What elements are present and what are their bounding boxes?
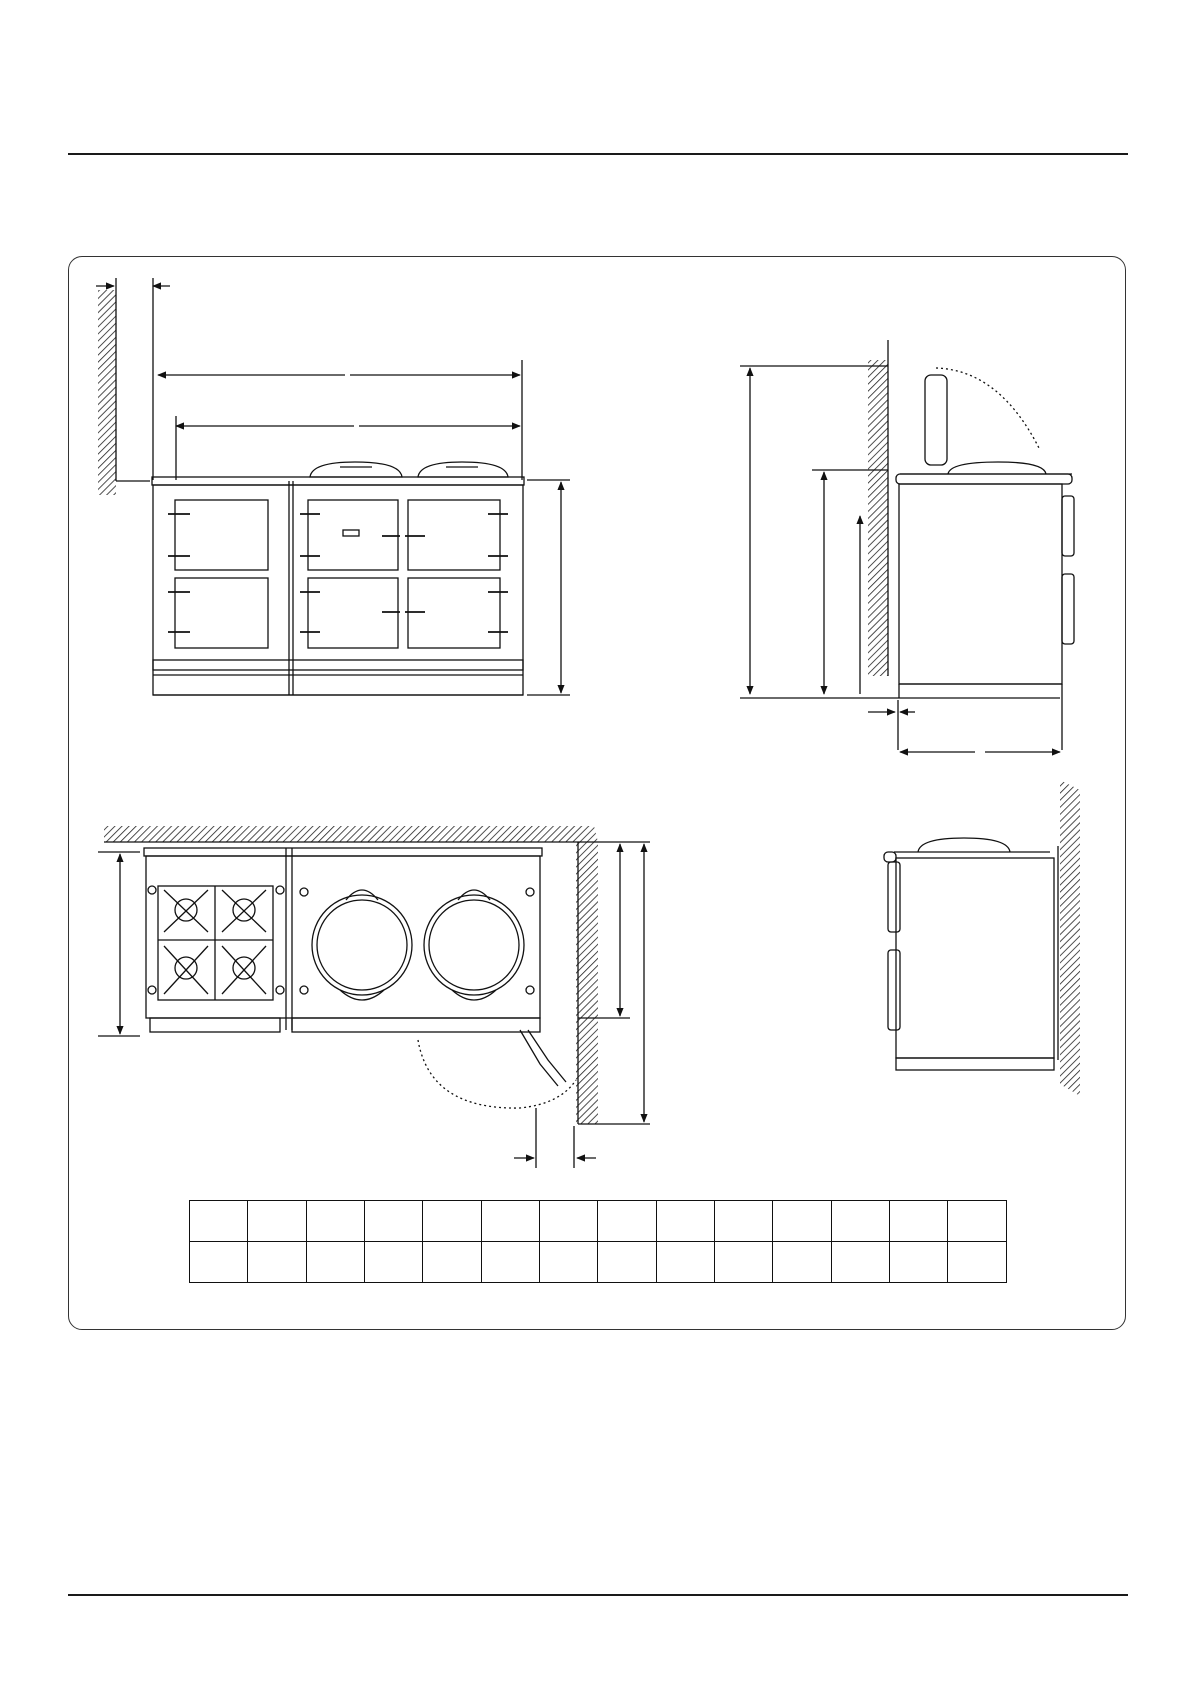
hotplate-left (312, 895, 412, 995)
table-cell (831, 1242, 889, 1283)
right-wall-hatch (1060, 780, 1080, 1096)
raised-lid (925, 375, 947, 465)
side-elevation (740, 340, 1074, 752)
plinth (153, 660, 523, 695)
oven-door-bottom-middle (308, 578, 398, 648)
table-cell (423, 1201, 481, 1242)
table-cell (306, 1242, 364, 1283)
top-plate-side (896, 474, 1072, 484)
back-wall-hatch (104, 826, 598, 842)
plan-view (98, 826, 650, 1168)
oven-door-top-middle (308, 500, 398, 570)
cooker-top-plate (152, 477, 524, 485)
table-cell (656, 1242, 714, 1283)
table-cell (190, 1242, 248, 1283)
table-row (190, 1201, 1007, 1242)
table-cell (715, 1201, 773, 1242)
left-wall-hatch (98, 290, 116, 495)
hotplate-right (424, 895, 524, 995)
table-cell (540, 1201, 598, 1242)
table-cell (248, 1242, 306, 1283)
table-cell (656, 1201, 714, 1242)
oven-door-bottom-right (408, 578, 500, 648)
dimension-table (189, 1200, 1007, 1283)
oven-door-top-right (408, 500, 500, 570)
oven-door-top-left (175, 500, 268, 570)
hotplate-lid-right (418, 462, 508, 477)
side-wall-hatch (576, 842, 598, 1124)
table-cell (773, 1201, 831, 1242)
table-cell (948, 1201, 1007, 1242)
hotplate-lid-left (310, 462, 402, 477)
rear-wall-hatch (868, 360, 888, 676)
side-elevation-closed (884, 780, 1080, 1096)
table-cell (306, 1201, 364, 1242)
table-cell (190, 1201, 248, 1242)
table-cell (481, 1242, 539, 1283)
table-cell (540, 1242, 598, 1283)
table-cell (598, 1242, 656, 1283)
table-row (190, 1242, 1007, 1283)
table-cell (365, 1242, 423, 1283)
table-cell (423, 1242, 481, 1283)
table-cell (890, 1242, 948, 1283)
lid-swing-arc (936, 368, 1040, 450)
table-cell (365, 1201, 423, 1242)
cooker-body-side (899, 484, 1062, 684)
closed-lid-right (918, 838, 1010, 852)
hob-burners (158, 886, 273, 1000)
table-cell (598, 1201, 656, 1242)
table-cell (481, 1201, 539, 1242)
lid-swing-arc-plan (418, 1040, 576, 1108)
closed-lid (948, 462, 1046, 474)
table-cell (831, 1201, 889, 1242)
indicator (343, 530, 359, 536)
table-cell (715, 1242, 773, 1283)
table-cell (890, 1201, 948, 1242)
table-cell (773, 1242, 831, 1283)
table-cell (948, 1242, 1007, 1283)
cooker-body-right (896, 858, 1054, 1058)
plan-body (146, 856, 540, 1018)
bottom-rule (68, 1594, 1128, 1596)
oven-door-bottom-left (175, 578, 268, 648)
table-cell (248, 1201, 306, 1242)
front-elevation (96, 278, 570, 695)
